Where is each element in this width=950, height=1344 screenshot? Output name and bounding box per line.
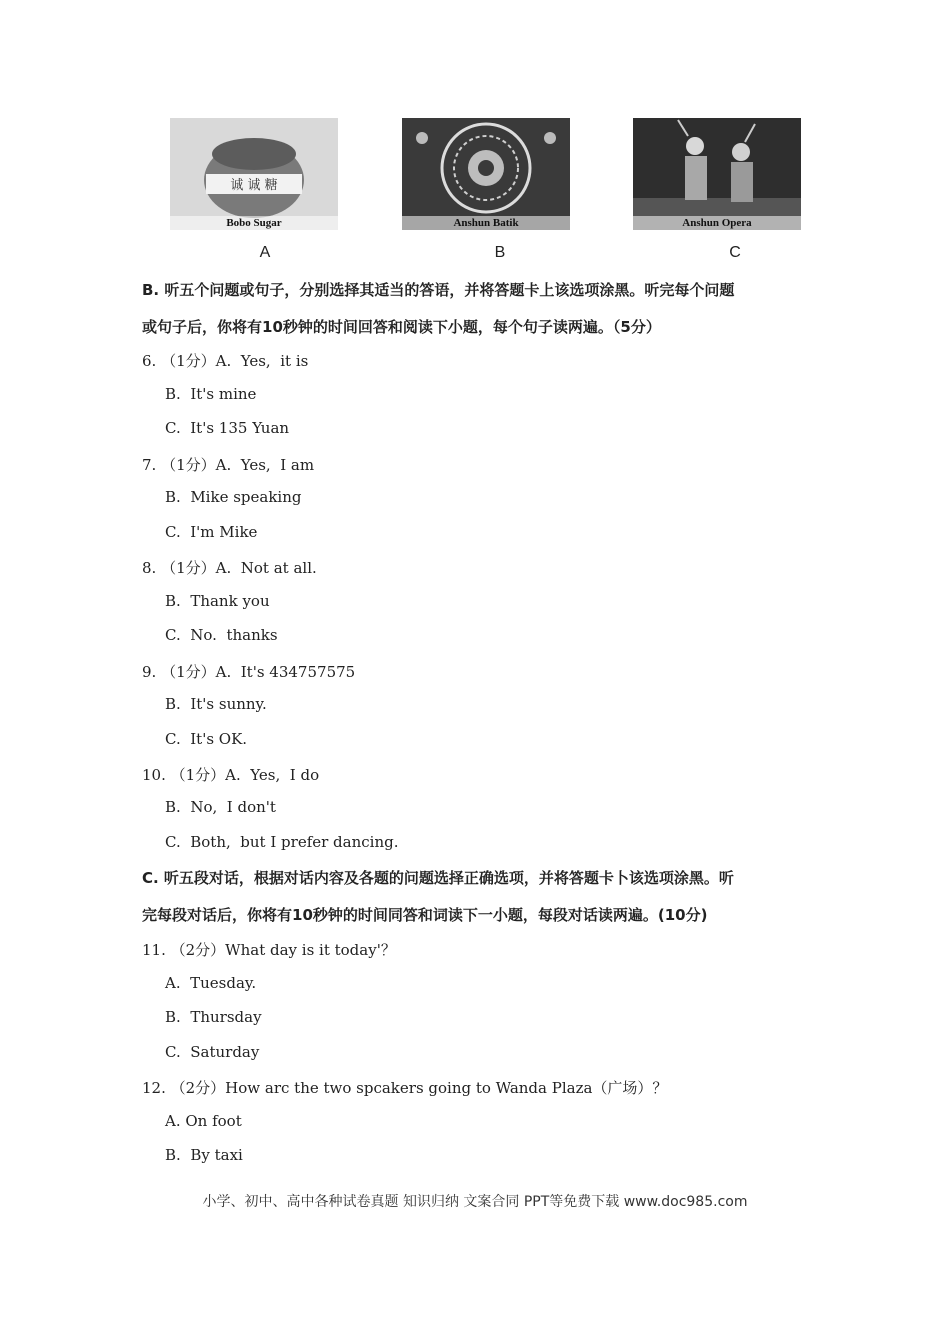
section-b-instruction-line2: 或句子后，你将有10秒钟的时间回答和阅读下小题，每个句子读两遍。（5分）: [142, 318, 661, 336]
question-8: 8. （1分）A. Not at all.: [142, 559, 317, 577]
option-letter-c: C: [729, 244, 741, 261]
question-10: 10. （1分）A. Yes, I do: [142, 766, 320, 784]
page-footer: 小学、初中、高中各种试卷真题 知识归纳 文案合同 PPT等免费下载 www.doc985.com: [202, 1194, 748, 1210]
question-12-option-b: B. By taxi: [165, 1146, 243, 1164]
question-9: 9. （1分）A. It's 434757575: [142, 663, 356, 681]
image-caption: Anshun Batik: [402, 216, 570, 230]
batik-pattern-photo: [402, 118, 570, 230]
opera-performers-photo: [633, 118, 801, 230]
question-10-option-c: C. Both, but I prefer dancing.: [165, 833, 399, 851]
image-caption: Bobo Sugar: [170, 216, 338, 230]
picture-row: [0, 118, 950, 268]
section-b-instruction-line1: B. 听五个问题或句子，分别选择其适当的答语，并将答题卡上该选项涂黑。听完每个问题: [142, 281, 735, 299]
question-7-option-c: C. I'm Mike: [165, 523, 258, 541]
section-c-instruction-line1: C. 听五段对话，根据对话内容及各题的问题选择正确选项，并将答题卡卜该选项涂黑。听: [142, 869, 734, 887]
question-9-option-c: C. It's OK.: [165, 730, 248, 748]
question-8-option-b: B. Thank you: [165, 592, 270, 610]
question-11-option-a: A. Tuesday.: [165, 974, 257, 992]
question-6: 6. （1分）A. Yes, it is: [142, 352, 309, 370]
question-7: 7. （1分）A. Yes, I am: [142, 456, 315, 474]
sugar-jar-photo: [170, 118, 338, 230]
option-letter-b: B: [494, 244, 506, 261]
question-12-option-a: A. On foot: [165, 1112, 242, 1130]
question-9-option-b: B. It's sunny.: [165, 695, 267, 713]
question-6-option-b: B. It's mine: [165, 385, 257, 403]
question-12: 12. （2分）How arc the two spcakers going to Wanda Plaza（广场）？: [142, 1079, 668, 1097]
svg-text:诚 诚 糖: 诚 诚 糖: [230, 178, 278, 193]
question-11-option-c: C. Saturday: [165, 1043, 260, 1061]
option-letter-a: A: [259, 244, 271, 261]
section-c-instruction-line2: 完每段对话后，你将有10秒钟的时间同答和词读下一小题，每段对话读两遍。(10分): [142, 906, 708, 924]
image-caption: Anshun Opera: [633, 216, 801, 230]
question-7-option-b: B. Mike speaking: [165, 488, 302, 506]
question-11: 11. （2分）What day is it today'？: [142, 941, 396, 959]
question-8-option-c: C. No. thanks: [165, 626, 278, 644]
question-6-option-c: C. It's 135 Yuan: [165, 419, 290, 437]
question-10-option-b: B. No, I don't: [165, 798, 276, 816]
question-11-option-b: B. Thursday: [165, 1008, 262, 1026]
